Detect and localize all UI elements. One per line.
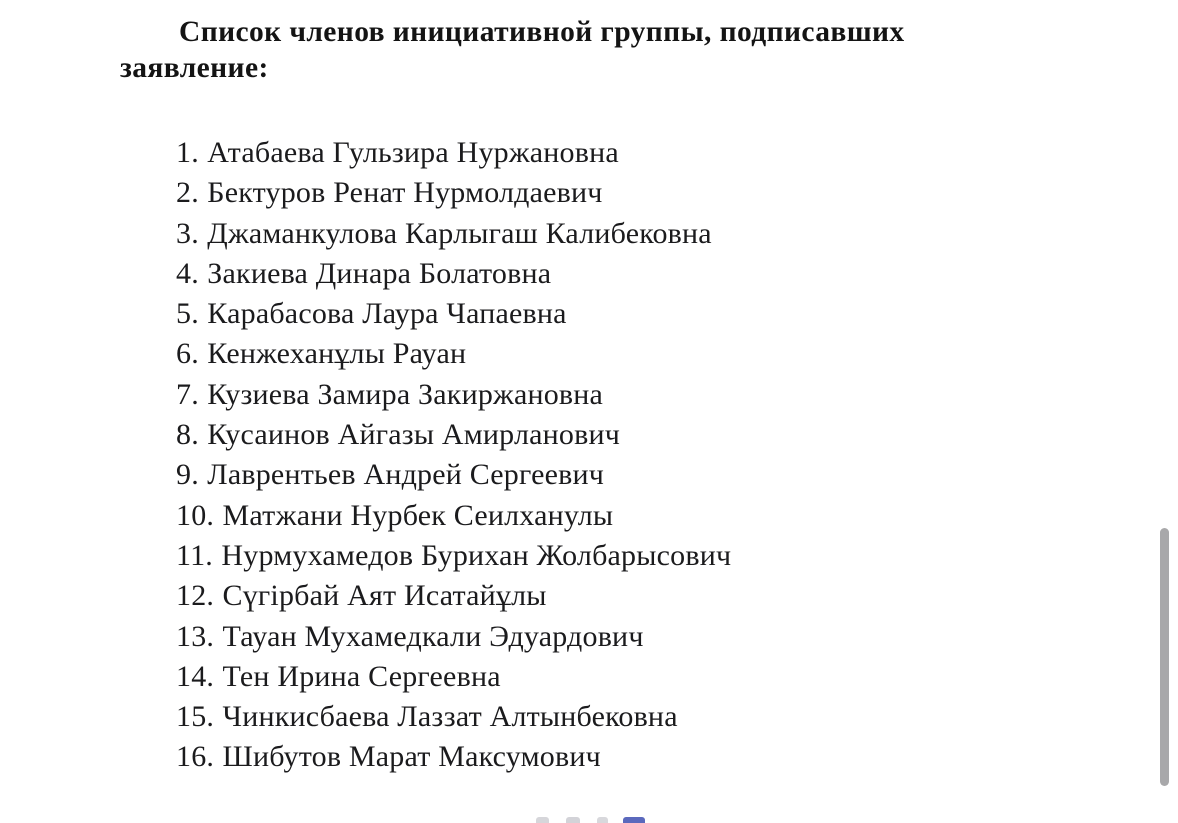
member-number: 15.	[176, 700, 215, 734]
member-number: 9.	[176, 458, 199, 492]
member-number: 2.	[176, 176, 199, 210]
member-name: Тен Ирина Сергеевна	[222, 659, 501, 693]
member-name: Кусаинов Айгазы Амирланович	[207, 418, 621, 452]
member-list-item	[176, 254, 731, 294]
member-number: 10.	[176, 498, 215, 532]
cutoff-glyph-fragment	[566, 817, 580, 823]
member-list-item	[176, 173, 731, 213]
member-name: Закиева Динара Болатовна	[207, 256, 552, 290]
member-number: 3.	[176, 216, 199, 250]
member-list-item	[176, 536, 731, 576]
member-list-item	[176, 415, 731, 455]
member-list-item	[176, 697, 731, 737]
member-name: Матжани Нурбек Сеилханулы	[222, 498, 614, 532]
member-number: 14.	[176, 659, 215, 693]
member-list-item	[176, 133, 731, 173]
member-list-item	[176, 617, 731, 657]
member-list-item	[176, 576, 731, 616]
member-name: Бектуров Ренат Нурмолдаевич	[207, 176, 603, 210]
member-name: Кузиева Замира Закиржановна	[207, 377, 604, 411]
member-number: 7.	[176, 377, 199, 411]
member-list-item	[176, 496, 731, 536]
member-name: Чинкисбаева Лаззат Алтынбековна	[222, 700, 678, 734]
member-list-item	[176, 657, 731, 697]
member-list	[176, 133, 731, 778]
member-list-item	[176, 455, 731, 495]
member-name: Лаврентьев Андрей Сергеевич	[207, 458, 605, 492]
cutoff-glyph-fragment	[597, 817, 608, 823]
member-name: Карабасова Лаура Чапаевна	[207, 297, 567, 331]
member-number: 1.	[176, 136, 199, 169]
member-name: Атабаева Гульзира Нуржановна	[207, 136, 619, 169]
member-number: 12.	[176, 579, 215, 613]
member-list-item	[176, 375, 731, 415]
member-name: Нурмухамедов Бурихан Жолбарысович	[221, 538, 732, 572]
member-name: Кенжеханұлы Рауан	[207, 337, 467, 371]
member-name: Сүгірбай Аят Исатайұлы	[222, 579, 547, 613]
member-name: Шибутов Марат Максумович	[222, 740, 601, 774]
cutoff-glyph-fragment	[623, 817, 645, 823]
member-number: 11.	[176, 538, 213, 572]
member-list-item	[176, 214, 731, 254]
member-number: 5.	[176, 297, 199, 331]
member-number: 16.	[176, 740, 215, 774]
member-list-item	[176, 737, 731, 777]
member-list-item	[176, 334, 731, 374]
member-name: Джаманкулова Карлыгаш Калибековна	[207, 216, 712, 250]
vertical-scrollbar-thumb[interactable]	[1160, 528, 1169, 786]
member-number: 8.	[176, 418, 199, 452]
member-number: 6.	[176, 337, 199, 371]
member-number: 4.	[176, 256, 199, 290]
member-name: Тауан Мухамедкали Эдуардович	[222, 619, 644, 653]
document-title: Список членов инициативной группы, подписавших заявление:	[120, 16, 905, 84]
member-number: 13.	[176, 619, 215, 653]
cutoff-glyph-fragment	[536, 817, 549, 823]
member-list-item	[176, 294, 731, 334]
